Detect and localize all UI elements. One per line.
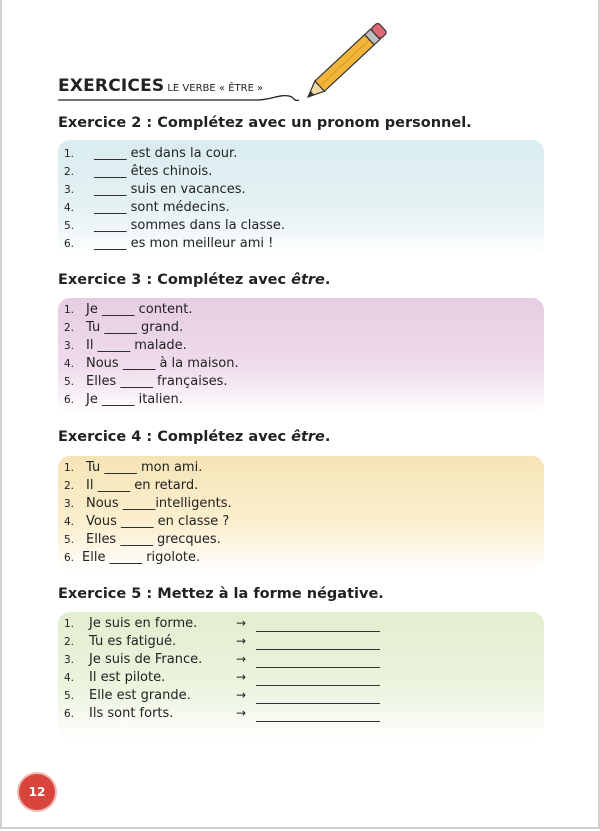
item-text: Elle _____ rigolote. [82, 550, 201, 565]
item-number: 3. [64, 184, 75, 196]
pencil-icon [300, 18, 395, 103]
list-item [64, 302, 193, 318]
item-number: 2. [64, 480, 75, 492]
item-text: Je suis de France. [89, 652, 203, 667]
list-item [64, 182, 246, 198]
arrow-icon: → [236, 670, 247, 684]
answer-line[interactable] [256, 649, 380, 650]
list-item [64, 164, 212, 180]
exercise-4-title [58, 429, 330, 445]
list-item [64, 478, 198, 494]
list-item [64, 706, 173, 722]
item-text: Elle est grande. [89, 688, 191, 703]
arrow-icon: → [236, 634, 247, 648]
item-text: Tu _____ mon ami. [86, 460, 203, 475]
list-item [64, 550, 200, 566]
item-number: 5. [64, 376, 75, 388]
title-punct: . [324, 272, 331, 288]
list-item [64, 652, 202, 668]
item-number: 2. [64, 166, 75, 178]
item-number: 5. [64, 534, 75, 546]
answer-line[interactable] [256, 685, 380, 686]
item-text: Tu _____ grand. [86, 320, 184, 335]
item-number: 6. [64, 552, 75, 564]
list-item [64, 634, 176, 650]
item-number: 1. [64, 462, 75, 474]
item-text: _____ es mon meilleur ami ! [94, 236, 274, 251]
title-verb: être [291, 272, 325, 288]
item-text: _____ êtes chinois. [94, 164, 213, 179]
item-number: 4. [64, 202, 75, 214]
item-text: _____ sont médecins. [94, 200, 230, 215]
item-number: 3. [64, 340, 75, 352]
item-text: Elles _____ grecques. [86, 532, 221, 547]
arrow-icon: → [236, 616, 247, 630]
page-number-badge: 12 [19, 774, 55, 810]
list-item [64, 356, 239, 372]
list-item [64, 532, 221, 548]
list-item [64, 218, 285, 234]
item-text: Il _____ malade. [86, 338, 187, 353]
item-text: _____ est dans la cour. [94, 146, 238, 161]
item-number: 5. [64, 690, 75, 702]
list-item [64, 688, 191, 704]
item-number: 5. [64, 220, 75, 232]
item-text: Nous _____intelligents. [86, 496, 232, 511]
list-item [64, 146, 237, 162]
item-number: 2. [64, 322, 75, 334]
list-item [64, 496, 232, 512]
item-text: Tu es fatigué. [89, 634, 177, 649]
item-number: 1. [64, 304, 75, 316]
answer-line[interactable] [256, 721, 380, 722]
header-underline [57, 92, 307, 106]
list-item [64, 338, 187, 354]
item-text: Ils sont forts. [89, 706, 174, 721]
item-number: 4. [64, 672, 75, 684]
exercise-3-title [58, 272, 330, 288]
title-punct: . [324, 429, 331, 445]
item-number: 4. [64, 516, 75, 528]
item-text: _____ sommes dans la classe. [94, 218, 286, 233]
item-text: Nous _____ à la maison. [86, 356, 239, 371]
item-number: 6. [64, 238, 75, 250]
item-text: Je _____ italien. [86, 392, 183, 407]
arrow-icon: → [236, 706, 247, 720]
list-item [64, 616, 197, 632]
list-item [64, 236, 273, 252]
answer-line[interactable] [256, 667, 380, 668]
item-text: Elles _____ françaises. [86, 374, 228, 389]
list-item [64, 374, 228, 390]
exercise-2-title: Exercice 2 : Complétez avec un pronom personnel. [58, 115, 472, 131]
item-text: Il est pilote. [89, 670, 166, 685]
exercise-5-title: Exercice 5 : Mettez à la forme négative. [58, 586, 384, 602]
item-text: Il _____ en retard. [86, 478, 199, 493]
list-item [64, 320, 183, 336]
list-item [64, 200, 230, 216]
item-number: 4. [64, 358, 75, 370]
list-item [64, 460, 202, 476]
item-text: _____ suis en vacances. [94, 182, 246, 197]
item-text: Je suis en forme. [89, 616, 198, 631]
list-item [64, 392, 183, 408]
list-item [64, 514, 229, 530]
item-number: 6. [64, 394, 75, 406]
item-number: 2. [64, 636, 75, 648]
item-number: 6. [64, 708, 75, 720]
arrow-icon: → [236, 652, 247, 666]
header-subtitle: LE VERBE « ÊTRE » [167, 83, 264, 94]
item-text: Vous _____ en classe ? [86, 514, 230, 529]
title-text: Exercice 4 : Complétez avec [58, 429, 292, 445]
answer-line[interactable] [256, 631, 380, 632]
item-number: 3. [64, 498, 75, 510]
answer-line[interactable] [256, 703, 380, 704]
item-number: 1. [64, 618, 75, 630]
header-title: EXERCICES [58, 76, 165, 96]
title-verb: être [291, 429, 325, 445]
item-number: 1. [64, 148, 75, 160]
list-item [64, 670, 165, 686]
item-text: Je _____ content. [86, 302, 193, 317]
title-text: Exercice 3 : Complétez avec [58, 272, 292, 288]
item-number: 3. [64, 654, 75, 666]
arrow-icon: → [236, 688, 247, 702]
